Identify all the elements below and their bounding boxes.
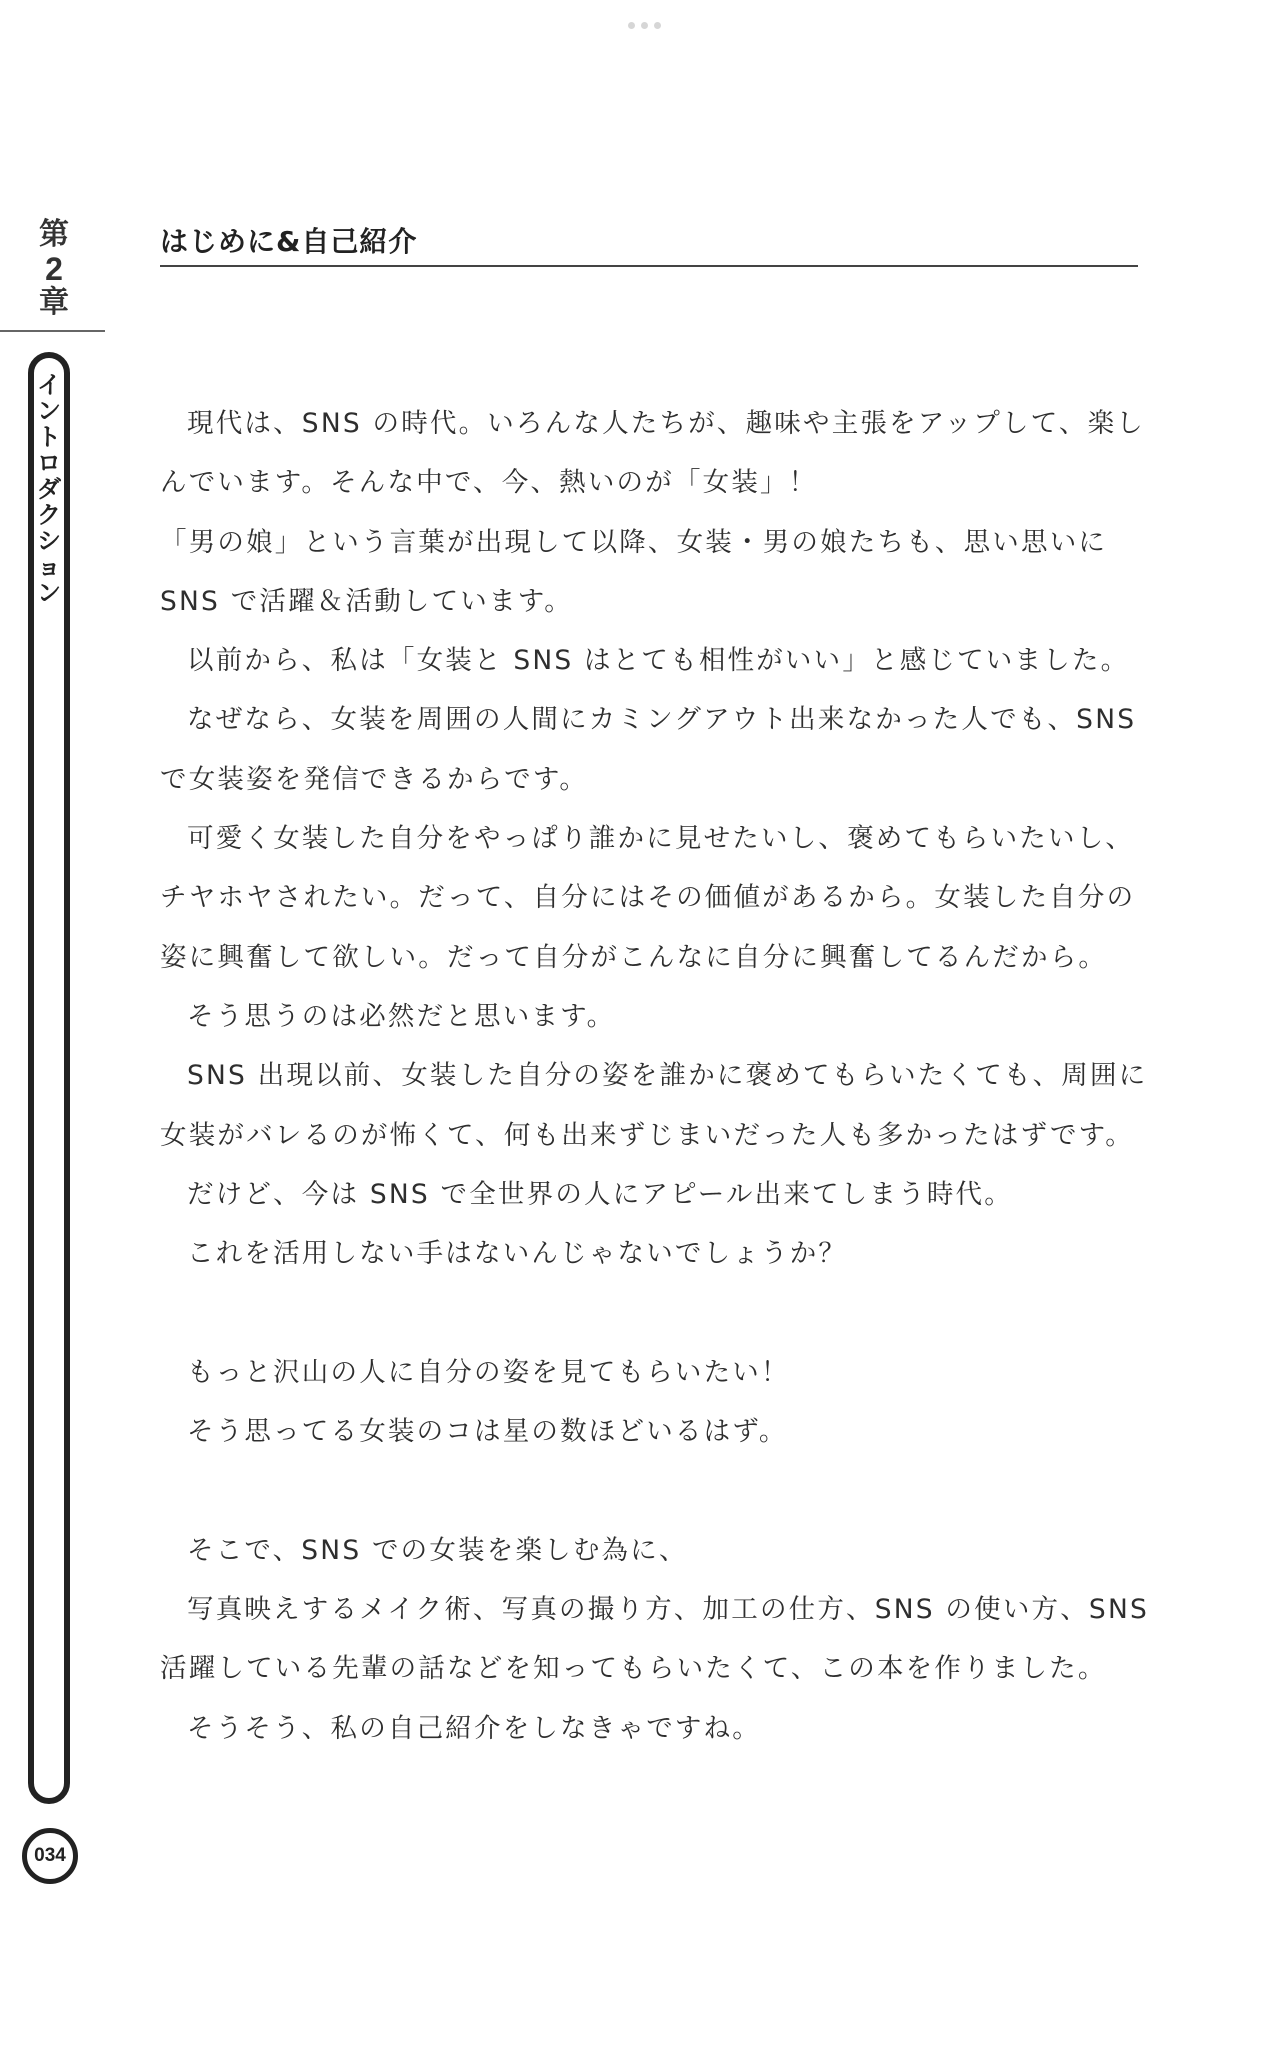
page-indicator-dots [628, 22, 661, 29]
body-text [160, 394, 1149, 1758]
side-tab-char: ク [37, 501, 61, 529]
text-line: チヤホヤされたい。だって、自分にはその価値があるから。女装した自分の [160, 882, 1136, 914]
text-line: 現代は、SNS の時代。いろんな人たちが、趣味や主張をアップして、楽し [187, 408, 1146, 439]
blank-line [160, 1461, 1140, 1520]
text-line: 女装がバレるのが怖くて、何も出来ずじまいだった人も多かったはずです。 [160, 1119, 1134, 1151]
side-tab-char: ョ [37, 553, 61, 581]
section-title: はじめに&自己紹介 [160, 225, 418, 258]
text-line: 可愛く女装した自分をやっぱり誰かに見せたいし、褒めてもらいたいし、 [187, 823, 1135, 855]
text-line: で女装姿を発信できるからです。 [160, 763, 589, 795]
side-tab-char: ン [37, 397, 61, 425]
blank-line [160, 1283, 1140, 1342]
section-side-tab [28, 352, 70, 1804]
side-tab-char: シ [37, 527, 61, 555]
page-dot [628, 22, 635, 29]
text-line: 以前から、私は「女装と SNS はとても相性がいい」と感じていました。 [187, 645, 1130, 677]
side-tab-char: ロ [37, 449, 61, 477]
page-number: 034 [22, 1828, 78, 1884]
text-line: そうそう、私の自己紹介をしなきゃですね。 [187, 1712, 761, 1744]
page-dot [654, 22, 661, 29]
chapter-label [24, 218, 84, 320]
page-dot [641, 22, 648, 29]
text-line: SNS 出現以前、女装した自分の姿を誰かに褒めてもらいたくても、周囲に [187, 1060, 1148, 1092]
text-line: 姿に興奮して欲しい。だって自分がこんなに自分に興奮してるんだから。 [160, 941, 1108, 973]
text-line: 「男の娘」という言葉が出現して以降、女装・男の娘たちも、思い思いに [160, 526, 1108, 558]
chapter-divider [0, 330, 105, 332]
text-line: そこで、SNS での女装を楽しむ為に、 [187, 1534, 688, 1566]
side-tab-char: イ [37, 371, 61, 399]
text-line: 写真映えするメイク術、写真の撮り方、加工の仕方、SNS の使い方、SNS [187, 1593, 1149, 1625]
text-line: もっと沢山の人に自分の姿を見てもらいたい！ [187, 1356, 790, 1388]
side-tab-char: ト [37, 423, 61, 451]
section-title-rule [160, 265, 1138, 267]
text-line: んでいます。そんな中で、今、熱いのが「女装」！ [160, 467, 818, 499]
text-line: だけど、今は SNS で全世界の人にアピール出来てしまう時代。 [187, 1178, 1013, 1210]
chapter-number: 2 [45, 251, 63, 287]
side-tab-char: ン [37, 579, 61, 607]
side-tab-label [34, 372, 64, 606]
side-tab-char: ダ [37, 475, 61, 503]
text-line: SNS で活躍＆活動しています。 [160, 585, 573, 617]
text-line: これを活用しない手はないんじゃないでしょうか？ [187, 1238, 848, 1270]
chapter-suffix: 章 [39, 285, 69, 320]
text-line: 活躍している先輩の話などを知ってもらいたくて、この本を作りました。 [160, 1653, 1107, 1685]
text-line: そう思うのは必然だと思います。 [187, 1000, 616, 1032]
text-line: なぜなら、女装を周囲の人間にカミングアウト出来なかった人でも、SNS [187, 704, 1137, 736]
chapter-prefix: 第 [39, 217, 69, 252]
text-line: そう思ってる女装のコは星の数ほどいるはず。 [187, 1416, 788, 1448]
